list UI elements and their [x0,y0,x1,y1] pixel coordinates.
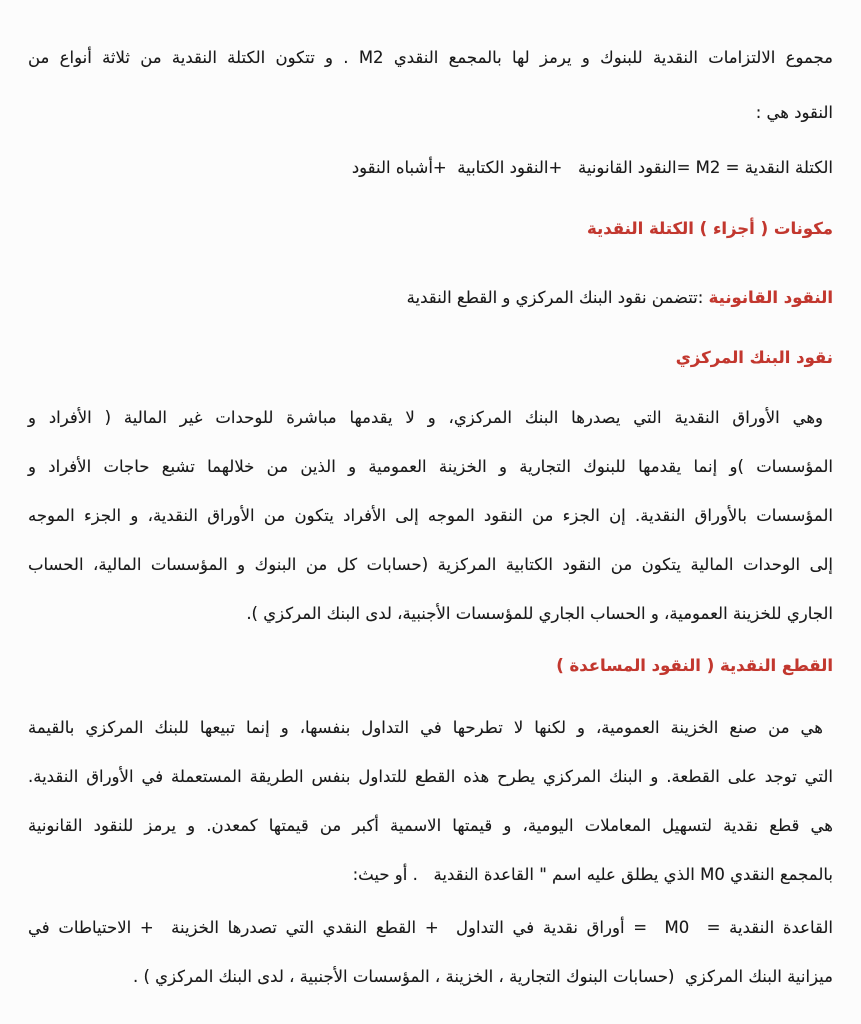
text-line: المؤسسات )و إنما يقدمها للبنوك التجارية و الخزينة العمومية و الذين من خلالهما تشبع حاجات الأفراد و [28,457,833,476]
text-line: ميزانية البنك المركزي (حسابات البنوك التجارية ، الخزينة ، المؤسسات الأجنبية ، لدى البنك المركزي ) . [132,967,833,986]
legal-money-definition [28,273,833,322]
m2-equation: الكتلة النقدية = M2 =النقود القانونية +النقود الكتابية +أشباه النقود [351,158,833,177]
m0-equation [28,903,833,1001]
text-line: هي قطع نقدية لتسهيل المعاملات اليومية، و قيمتها الاسمية أكبر من قيمتها كمعدن. و يرمز للنقود القانونية [28,816,833,835]
components-heading: مكونات ( أجزاء ) الكتلة النقدية [587,219,833,238]
legal-money-term: النقود القانونية [708,288,833,307]
text-line: هي من صنع الخزينة العمومية، و لكنها لا تطرحها في التداول بنفسها، و إنما تبيعها للبنك المركزي بالقيمة [28,718,823,737]
text-line: التي توجد على القطعة. و البنك المركزي يطرح هذه القطع للتداول بنفس الطريقة المستعملة في الأوراق النقدية. [28,767,833,786]
text-line: النقود هي : [755,103,833,122]
text-line: وهي الأوراق النقدية التي يصدرها البنك المركزي، و لا يقدمها مباشرة للوحدات غير المالية ( الأفراد و [28,408,823,427]
central-bank-money-paragraph [28,393,833,638]
text-line: القاعدة النقدية = M0 = أوراق نقدية في التداول + القطع النقدي التي تصدرها الخزينة + الاحتياطات في [28,918,834,937]
central-bank-money-heading: نقود البنك المركزي [675,348,833,367]
coins-heading: القطع النقدية ( النقود المساعدة ) [556,656,833,675]
text-line: إلى الوحدات المالية يتكون من النقود الكتابية المركزية (حسابات كل من البنوك و المؤسسات المالية، الحساب [28,555,833,574]
text-line: المؤسسات بالأوراق النقدية. إن الجزء من النقود الموجه إلى الأفراد يتكون من الأوراق النقدية، و الجزء الموجه [28,506,833,525]
coins-paragraph [28,703,833,899]
text-line: الجاري للخزينة العمومية، و الحساب الجاري للمؤسسات الأجنبية، لدى البنك المركزي ). [246,604,833,623]
text-line: مجموع الالتزامات النقدية للبنوك و يرمز لها بالمجمع النقدي M2 . و تتكون الكتلة النقدية من ثلاثة أنواع من [28,48,833,67]
intro-paragraph [28,30,833,140]
text-line: بالمجمع النقدي M0 الذي يطلق عليه اسم " القاعدة النقدية . أو حيث: [352,865,833,884]
legal-money-text: :تتضمن نقود البنك المركزي و القطع النقدية [406,288,709,307]
